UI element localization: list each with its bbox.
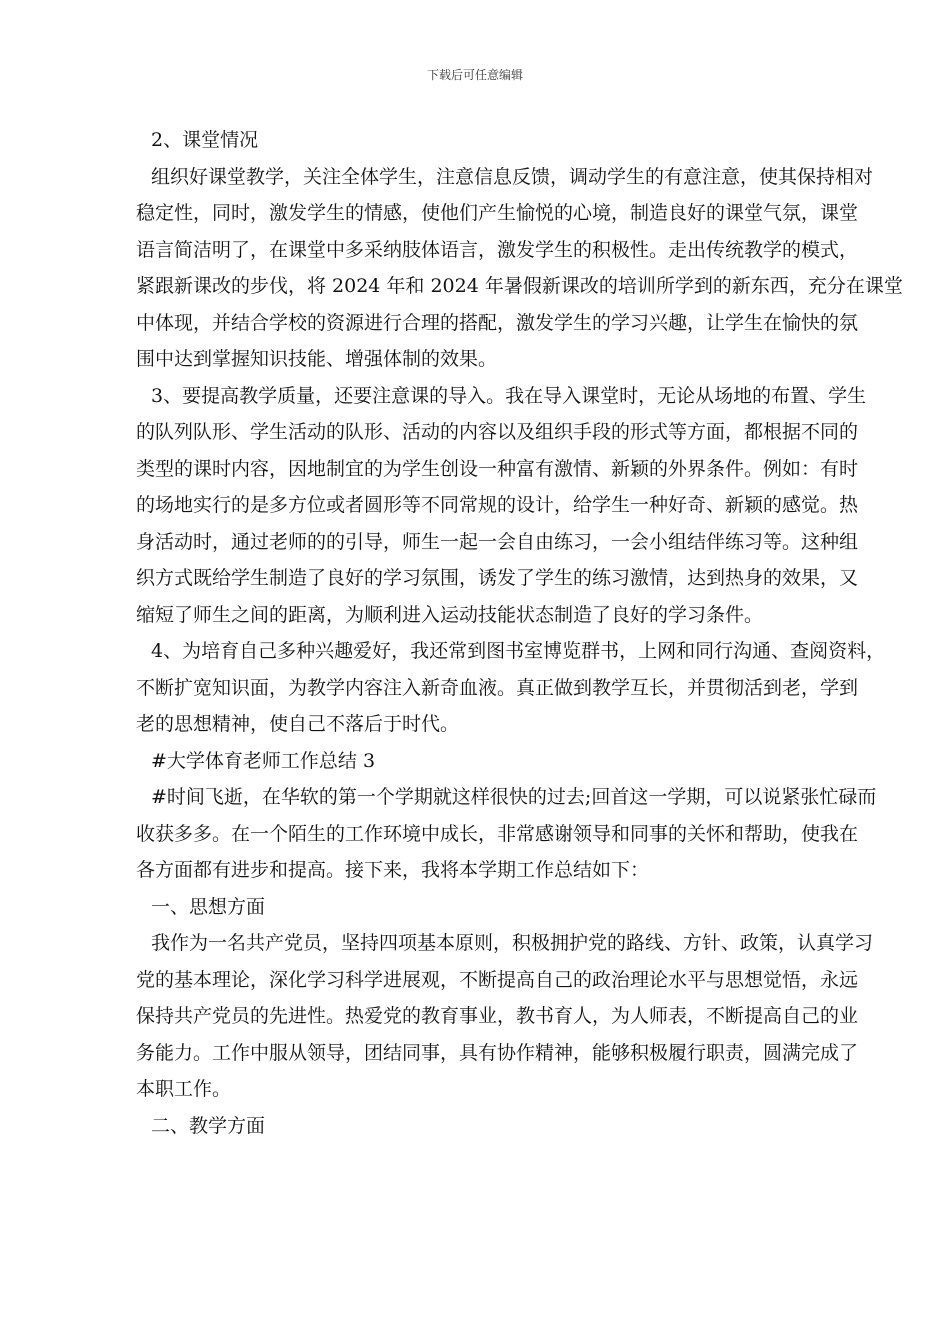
paragraph-line: 的场地实行的是多方位或者圆形等不同常规的设计，给学生一种好奇、新颖的感觉。热 xyxy=(136,494,859,516)
paragraph-line: 围中达到掌握知识技能、增强体制的效果。 xyxy=(136,348,498,370)
paragraph-line: 收获多多。在一个陌生的工作环境中成长，非常感谢领导和同事的关怀和帮助，使我在 xyxy=(136,822,859,845)
paragraph-line: 的队列队形、学生活动的队形、活动的内容以及组织手段的形式等方面，都根据不同的 xyxy=(136,421,859,443)
document-body xyxy=(136,122,903,1144)
paragraph-line: 不断扩宽知识面，为教学内容注入新奇血液。真正做到教学互长，并贯彻活到老，学到 xyxy=(136,676,859,699)
section-heading-ideology: 一、思想方面 xyxy=(151,895,266,918)
paragraph-line: 紧跟新课改的步伐，将 2024 年和 2024 年暑假新课改的培训所学到的新东西，充分在课堂 xyxy=(136,275,903,297)
paragraph-line: #时间飞逝，在华软的第一个学期就这样很快的过去;回首这一学期，可以说紧张忙碌而 xyxy=(151,786,877,808)
section-heading-classroom: 2、课堂情况 xyxy=(151,129,259,151)
summary-title: #大学体育老师工作总结 3 xyxy=(151,749,376,772)
paragraph-line: 中体现，并结合学校的资源进行合理的搭配，激发学生的学习兴趣，让学生在愉快的氛 xyxy=(136,311,859,334)
paragraph-line: 务能力。工作中服从领导，团结同事，具有协作精神，能够积极履行职责，圆满完成了 xyxy=(136,1041,859,1064)
paragraph-line: 稳定性，同时，激发学生的情感，使他们产生愉悦的心境，制造良好的课堂气氛，课堂 xyxy=(136,202,859,224)
paragraph-line: 身活动时，通过老师的的引导，师生一起一会自由练习，一会小组结伴练习等。这种组 xyxy=(136,530,859,553)
paragraph-line: 缩短了师生之间的距离，为顺利进入运动技能状态制造了良好的学习条件。 xyxy=(136,603,764,626)
paragraph-line: 本职工作。 xyxy=(136,1078,232,1100)
paragraph-line: 4、为培育自己多种兴趣爱好，我还常到图书室博览群书，上网和同行沟通、查阅资料， xyxy=(151,640,886,662)
paragraph-line: 语言简洁明了，在课堂中多采纳肢体语言，激发学生的积极性。走出传统教学的模式， xyxy=(136,238,859,261)
paragraph-line: 3、要提高教学质量，还要注意课的导入。我在导入课堂时，无论从场地的布置、学生 xyxy=(151,384,867,407)
paragraph-line: 类型的课时内容，因地制宜的为学生创设一种富有激情、新颖的外界条件。例如：有时 xyxy=(136,457,859,480)
paragraph-line: 组织好课堂教学，关注全体学生，注意信息反馈，调动学生的有意注意，使其保持相对 xyxy=(151,165,874,188)
paragraph-line: 保持共产党员的先进性。热爱党的教育事业，教书育人，为人师表，不断提高自己的业 xyxy=(136,1005,859,1027)
section-heading-teaching: 二、教学方面 xyxy=(151,1114,266,1137)
page-header-note: 下载后可任意编辑 xyxy=(426,68,523,82)
paragraph-line: 我作为一名共产党员，坚持四项基本原则，积极拥护党的路线、方针、政策，认真学习 xyxy=(151,932,874,954)
paragraph-line: 织方式既给学生制造了良好的学习氛围，诱发了学生的练习激情，达到热身的效果，又 xyxy=(136,567,859,589)
paragraph-line: 各方面都有进步和提高。接下来，我将本学期工作总结如下： xyxy=(136,859,650,881)
paragraph-line: 老的思想精神，使自己不落后于时代。 xyxy=(136,713,460,735)
paragraph-line: 党的基本理论，深化学习科学进展观，不断提高自己的政治理论水平与思想觉悟，永远 xyxy=(136,968,859,991)
